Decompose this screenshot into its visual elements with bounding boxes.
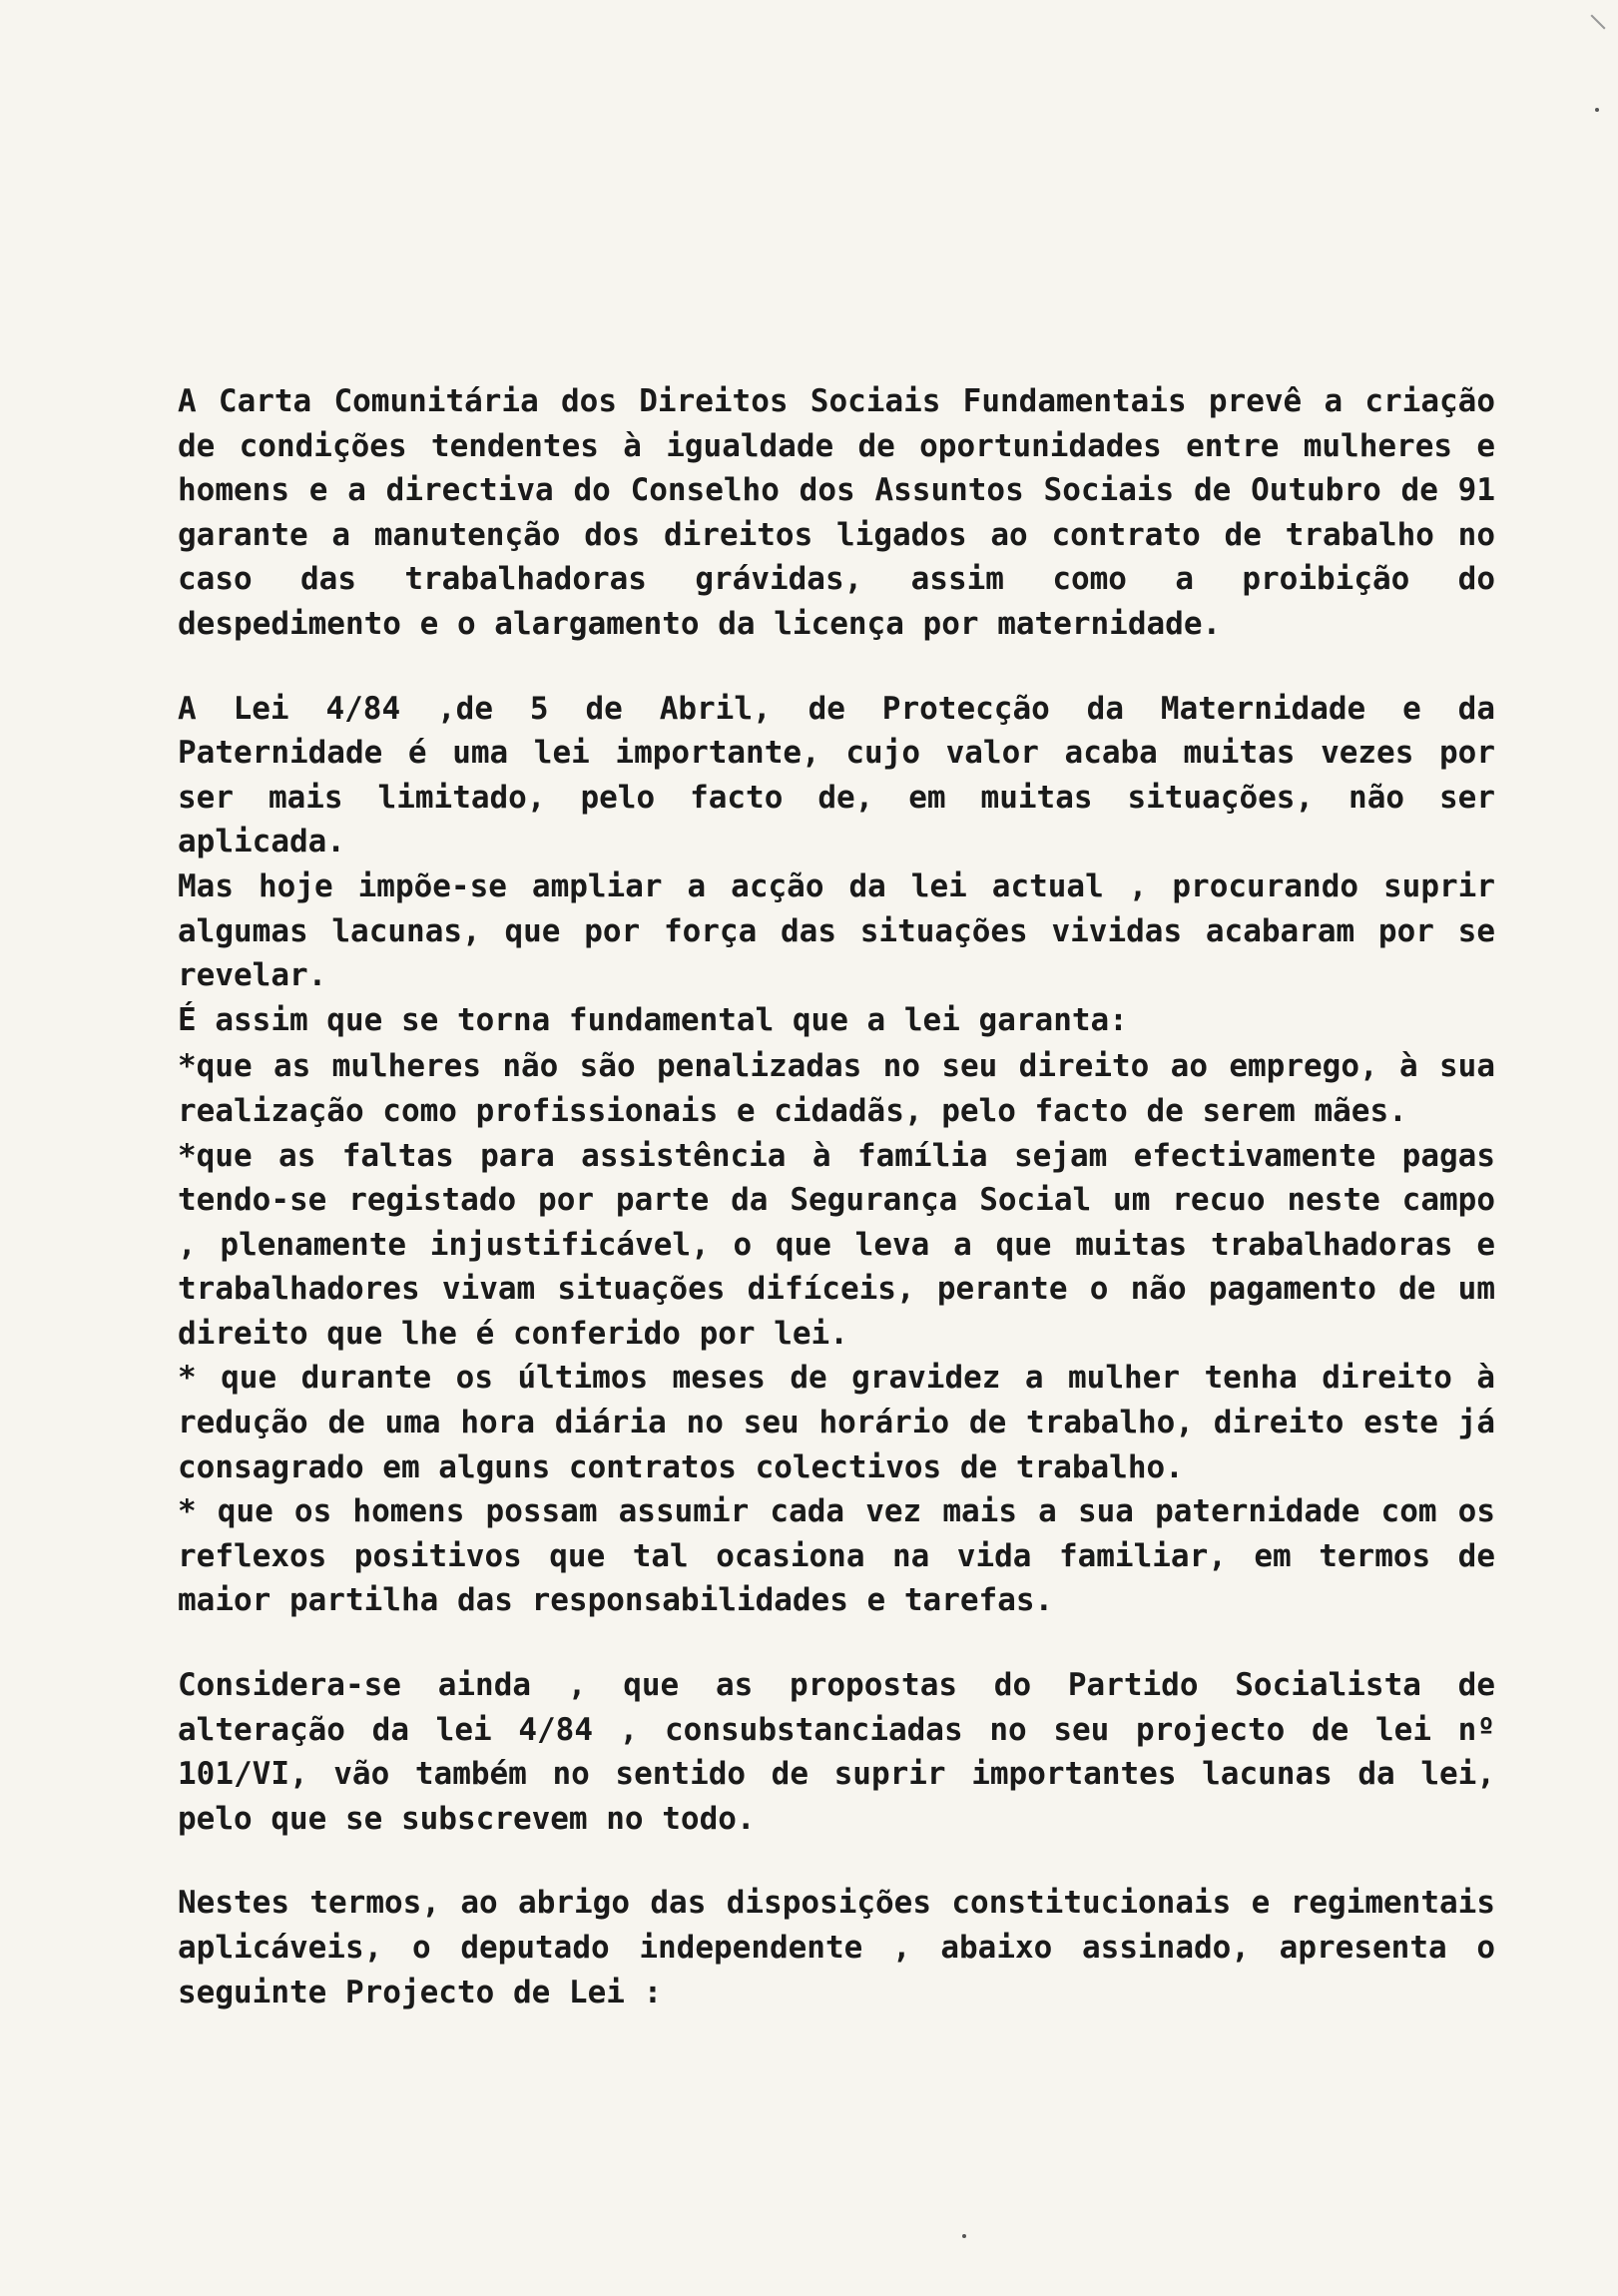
paragraph-nestes-termos: Nestes termos, ao abrigo das disposições constitucionais e regimentais aplicáveis, o deputado independente , abaixo assinado, apresenta o seguinte Projecto de Lei : (178, 1885, 1495, 2010)
bullet-mulheres-emprego: *que as mulheres não são penalizadas no seu direito ao emprego, à sua realização como profissionais e cidadãs, pelo facto de serem mães. (178, 1048, 1495, 1129)
bullet-paternidade: * que os homens possam assumir cada vez mais a sua paternidade com os reflexos positivos que tal ocasiona na vida familiar, em termos de maior partilha das responsabilidades e tarefas. (178, 1493, 1495, 1619)
bullet-faltas-assistencia: *que as faltas para assistência à família sejam efectivamente pagas tendo-se registado por parte da Segurança Social um recuo neste campo , plenamente injustificável, o que leva a que muitas trabalhadoras e trabalhadores vivam situações difíceis, perante o não pagamento de um direito que lhe é conferido por lei. (178, 1137, 1495, 1352)
scan-speck (1595, 108, 1599, 112)
paragraph-ampliar-accao: Mas hoje impõe-se ampliar a acção da lei actual , procurando suprir algumas lacunas, que por força das situações vividas acabaram por se revelar. (178, 867, 1495, 994)
paragraph-lei-garanta: É assim que se torna fundamental que a lei garanta: (178, 1001, 1128, 1038)
document-body (178, 379, 1495, 2014)
page-corner-mark: ⸌ (1588, 7, 1608, 53)
scan-speck (962, 2234, 966, 2238)
paragraph-lei-4-84: A Lei 4/84 ,de 5 de Abril, de Protecção da Maternidade e da Paternidade é uma lei importante, cujo valor acaba muitas vezes por ser mais limitado, pelo facto de, em muitas situações, não ser aplicada. (178, 690, 1495, 861)
bullet-reducao-hora: * que durante os últimos meses de gravidez a mulher tenha direito à redução de uma hora diária no seu horário de trabalho, direito este já consagrado em alguns contratos colectivos de trabalho. (178, 1360, 1495, 1485)
paragraph-carta-comunitaria: A Carta Comunitária dos Direitos Sociais Fundamentais prevê a criação de condições tendentes à igualdade de oportunidades entre mulheres e homens e a directiva do Conselho dos Assuntos Sociais de Outubro de 91 garante a manutenção dos direitos ligados ao contrato de trabalho no caso das trabalhadoras grávidas, assim como a proibição do despedimento e o alargamento da licença por maternidade. (178, 383, 1495, 642)
paragraph-partido-socialista: Considera-se ainda , que as propostas do Partido Socialista de alteração da lei 4/84 , consubstanciadas no seu projecto de lei nº 101/VI, vão também no sentido de suprir importantes lacunas da lei, pelo que se subscrevem no todo. (178, 1667, 1495, 1837)
